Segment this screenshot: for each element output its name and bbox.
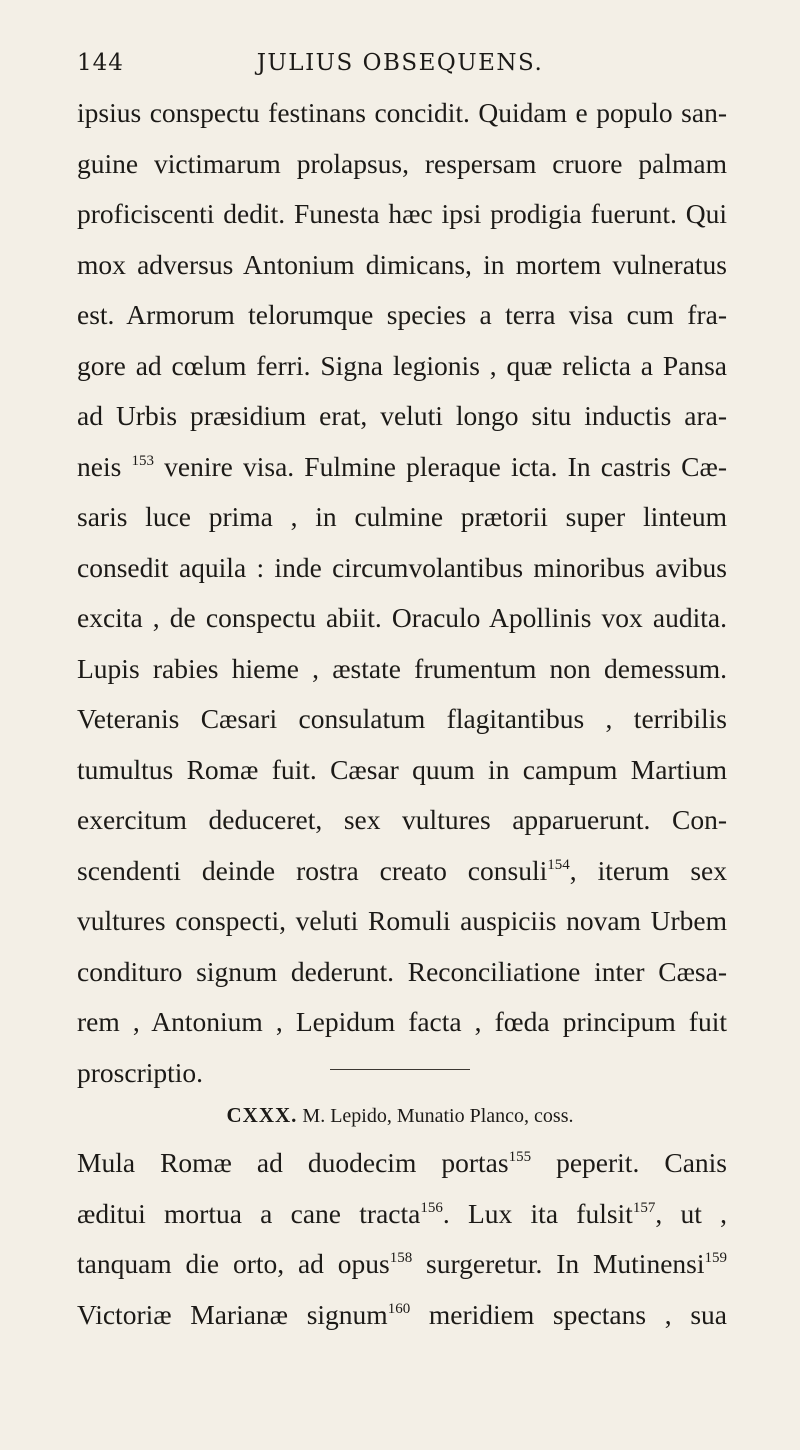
paragraph-prodigies bbox=[77, 88, 727, 1098]
text-line bbox=[77, 947, 727, 998]
text-segment: proscriptio. bbox=[77, 1056, 204, 1088]
text-segment: excita , de conspectu abiit. Oraculo Apollinis vox audita. bbox=[77, 602, 727, 633]
text-segment: condituro signum dederunt. Reconciliatione inter Cæsa- bbox=[77, 955, 727, 987]
text-segment: exercitum deduceret, sex vultures apparuerunt. Con- bbox=[77, 804, 727, 835]
text-segment: , ut , bbox=[655, 1197, 727, 1229]
text-line bbox=[77, 1189, 727, 1240]
text-segment: ad Urbis præsidium erat, veluti longo situ inductis ara- bbox=[77, 400, 727, 431]
text-line bbox=[77, 391, 727, 442]
text-segment: ipsius conspectu festinans concidit. Quidam e populo san- bbox=[77, 97, 727, 128]
text-line bbox=[77, 1239, 727, 1290]
chapter-number: CXXX. bbox=[226, 1103, 298, 1127]
text-segment: scendenti deinde rostra creato consuli bbox=[77, 854, 548, 886]
text-line bbox=[77, 795, 727, 846]
text-line bbox=[77, 88, 727, 139]
text-segment: æditui mortua a cane tracta bbox=[77, 1197, 421, 1229]
text-line bbox=[77, 997, 727, 1048]
text-segment: Victoriæ Marianæ signum bbox=[77, 1298, 388, 1330]
text-segment: Veteranis Cæsari consulatum flagitantibus , terribilis bbox=[77, 703, 727, 734]
text-line bbox=[77, 644, 727, 695]
text-line bbox=[77, 492, 727, 543]
footnote-marker: 160 bbox=[387, 1300, 411, 1317]
text-segment: surgeretur. In Mutinensi bbox=[412, 1248, 705, 1279]
text-segment: , iterum sex bbox=[569, 854, 727, 886]
text-line bbox=[77, 1048, 727, 1099]
text-segment: Lupis rabies hieme , æstate frumentum non demessum. bbox=[77, 652, 727, 684]
text-segment: neis bbox=[77, 450, 132, 482]
text-line bbox=[77, 846, 727, 897]
text-segment: . Lux ita fulsit bbox=[442, 1197, 633, 1229]
text-line bbox=[77, 896, 727, 947]
footnote-marker: 154 bbox=[547, 856, 570, 873]
text-line bbox=[77, 593, 727, 644]
text-segment: proficiscenti dedit. Funesta hæc ipsi prodigia fuerunt. Qui bbox=[77, 198, 727, 229]
chapter-consuls: M. Lepido, Munatio Planco, coss. bbox=[302, 1105, 574, 1127]
text-segment: vultures conspecti, veluti Romuli auspiciis novam Urbem bbox=[77, 905, 727, 936]
text-segment: tumultus Romæ fuit. Cæsar quum in campum Martium bbox=[77, 753, 727, 785]
text-segment: saris luce prima , in culmine prætorii super linteum bbox=[77, 501, 727, 532]
footnote-marker: 155 bbox=[508, 1149, 532, 1165]
footnote-marker: 158 bbox=[389, 1250, 413, 1266]
text-segment: meridiem spectans , sua bbox=[410, 1298, 727, 1330]
paragraph-chapter-130 bbox=[77, 1138, 727, 1340]
footnote-marker: 156 bbox=[420, 1199, 443, 1216]
text-segment: mox adversus Antonium dimicans, in mortem vulneratus bbox=[77, 248, 727, 280]
section-divider bbox=[330, 1069, 470, 1070]
text-segment: est. Armorum telorumque species a terra visa cum fra- bbox=[77, 299, 727, 330]
text-line bbox=[77, 1138, 727, 1189]
text-segment: guine victimarum prolapsus, respersam cruore palmam bbox=[77, 147, 727, 179]
text-segment: peperit. Canis bbox=[531, 1147, 727, 1178]
text-line bbox=[77, 442, 727, 493]
running-head bbox=[77, 50, 723, 80]
text-line bbox=[77, 189, 727, 240]
text-segment: rem , Antonium , Lepidum facta , fœda principum fuit bbox=[77, 1006, 727, 1037]
chapter-heading bbox=[0, 1103, 800, 1128]
text-segment: Mula Romæ ad duodecim portas bbox=[77, 1147, 509, 1178]
text-line bbox=[77, 745, 727, 796]
text-line bbox=[77, 341, 727, 392]
text-segment: tanquam die orto, ad opus bbox=[77, 1248, 390, 1279]
footnote-marker: 159 bbox=[704, 1250, 727, 1266]
text-line bbox=[77, 139, 727, 190]
text-segment: venire visa. Fulmine pleraque icta. In castris Cæ- bbox=[153, 450, 727, 482]
text-line bbox=[77, 1290, 727, 1341]
footnote-marker: 157 bbox=[632, 1199, 656, 1216]
footnote-marker: 153 bbox=[131, 452, 154, 469]
page-number: 144 bbox=[77, 50, 124, 76]
text-segment: gore ad cœlum ferri. Signa legionis , quæ relicta a Pansa bbox=[77, 349, 727, 381]
text-segment: consedit aquila : inde circumvolantibus minoribus avibus bbox=[77, 551, 727, 583]
text-line bbox=[77, 240, 727, 291]
text-line bbox=[77, 543, 727, 594]
text-line bbox=[77, 290, 727, 341]
running-title: JULIUS OBSEQUENS. bbox=[256, 50, 544, 76]
text-line bbox=[77, 694, 727, 745]
